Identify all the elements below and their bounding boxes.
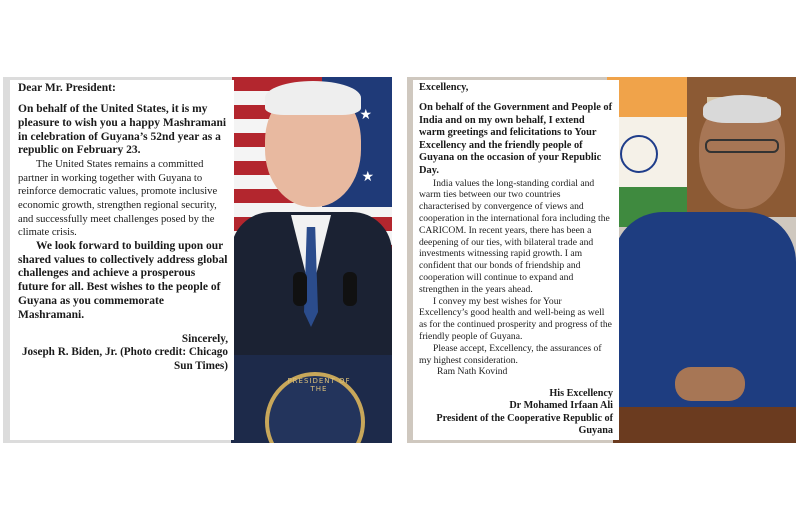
closing: Sincerely, (181, 332, 228, 345)
india-flag-saffron (607, 77, 687, 117)
biden-message-text (10, 80, 234, 440)
addressee-role: President of the Cooperative Republic of Guyana (436, 412, 613, 436)
seal-lettering: PRESIDENT OF THE (287, 377, 351, 393)
salutation: Excellency, (419, 82, 469, 93)
star-icon: ★ (359, 108, 372, 123)
microphone-icon (343, 272, 357, 306)
body-paragraph: I convey my best wishes for Your Excellency’s good health and well-being as well as for the continued prosperity and progress of the friendly people of Guyana. (419, 295, 612, 342)
desk (613, 407, 796, 443)
body-paragraph-bold: We look forward to building upon our shared values to collectively address global challenges and achieve a prosperous future for all. Best wishes to the people of Guyana as you commemorate Mashramani. (18, 239, 228, 321)
ashoka-chakra-icon (620, 135, 658, 173)
glasses-icon (705, 139, 779, 153)
body-paragraph: India values the long-standing cordial and warm ties between our two countries characterised by convergence of views and cooperation in the international fora including the CARICOM. In recent years, there has been a deepening of our ties, with bilateral trade and investments witnessing rapid growth. I am confident that our bonds of friendship and cooperation will continue to expand and strengthen in the years ahead. (419, 177, 610, 295)
star-icon: ★ (361, 170, 374, 185)
kovind-message-text (413, 80, 619, 440)
sender-name: Ram Nath Kovind (437, 366, 508, 378)
body-paragraph: The United States remains a committed partner in working together with Guyana to reinforce democratic values, promote inclusive economic growth, strengthen regional security, and successfully meet challenges posed by the climate crisis. (18, 159, 218, 239)
microphone-icon (293, 272, 307, 306)
body-paragraph: Please accept, Excellency, the assurances of my highest consideration. (419, 342, 602, 366)
signature: Joseph R. Biden, Jr. (Photo credit: Chicago Sun Times) (21, 346, 228, 373)
folded-hands (675, 367, 745, 401)
lead-paragraph: On behalf of the Government and People of India and on my own behalf, I extend warm greetings and felicitations to Your Excellency and the friendly people of Guyana on the occasion of your Republic Day. (419, 102, 613, 176)
lead-paragraph: On behalf of the United States, it is my pleasure to wish you a happy Mashramani in celebration of Guyana’s 52nd year as a republic on February 23. (18, 103, 227, 157)
addressee-name: Dr Mohamed Irfaan Ali (509, 400, 613, 412)
salutation: Dear Mr. President: (18, 82, 116, 94)
addressee-title: His Excellency (549, 388, 613, 400)
biden-hair (265, 81, 361, 115)
kovind-hair (703, 95, 781, 123)
